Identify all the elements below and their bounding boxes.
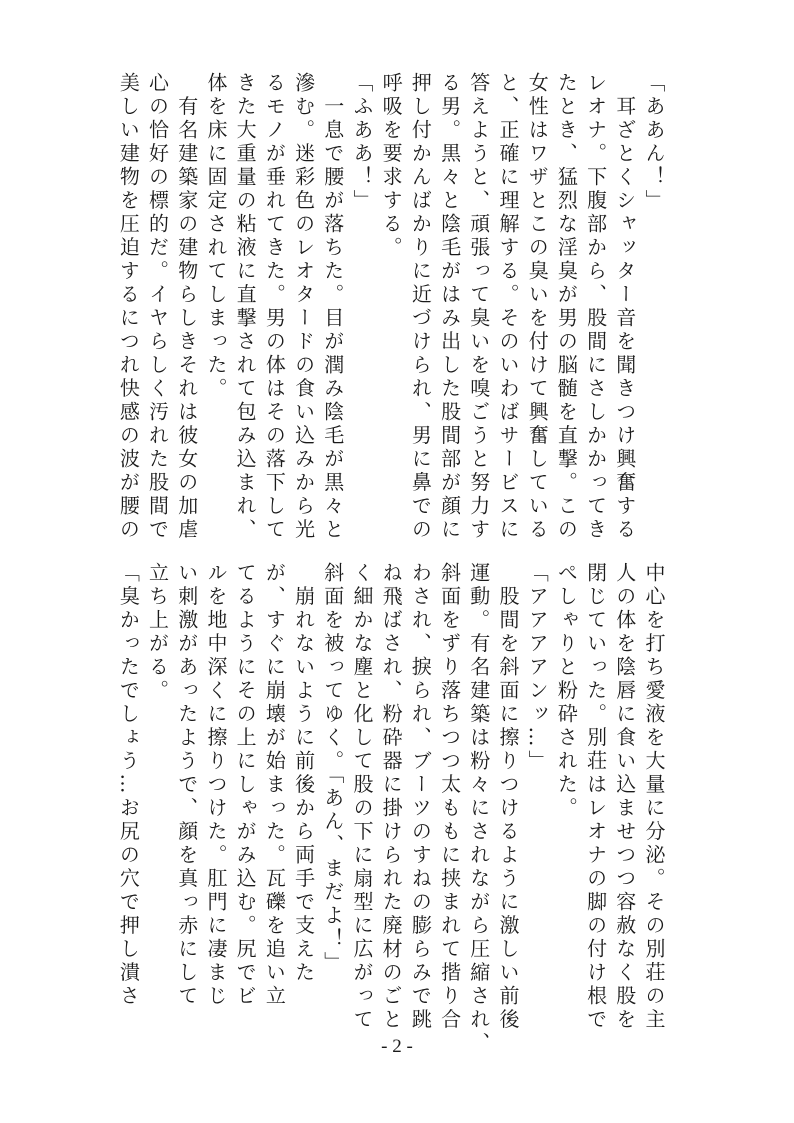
- text-line: 体を床に固定されてしまった。: [203, 72, 228, 401]
- text-line: 運動。有名建築は粉々にされながら圧縮され、: [466, 562, 491, 1056]
- text-line: 斜面を被ってゆく。「あん、まだよ！」: [320, 562, 345, 975]
- text-line: ルを地中深くに擦りつけた。肛門に凄まじ: [203, 562, 228, 1009]
- text-line: 斜面をずり落ちつつ太ももに挟まれて揩り合: [437, 562, 462, 1032]
- text-line: 人の体を陰唇に食い込ませつつ容赦なく股を: [612, 562, 637, 1032]
- text-line: 閉じていった。別荘はレオナの脚の付け根で: [583, 562, 608, 1032]
- text-line: わされ、捩られ、ブーツのすねの膨らみで跳: [408, 562, 433, 1032]
- text-line: と、正確に理解する。そのいわばサービスに: [495, 72, 520, 542]
- text-line: 美しい建物を圧迫するにつれ快感の波が腰の: [116, 72, 141, 542]
- text-line: 答えようと、頑張って臭いを嗅ごうと努力す: [466, 72, 491, 542]
- text-line: 一息で腰が落ちた。目が潤み陰毛が黒々と: [320, 72, 345, 542]
- text-line: 有名建築家の建物らしきそれは彼女の加虐: [174, 72, 199, 542]
- text-line: 「アアアアンッ…」: [525, 562, 550, 774]
- text-line: てるようにその上にしゃがみ込む。尻でビ: [233, 562, 258, 1009]
- text-line: 滲む。迷彩色のレオタードの食い込みから光: [291, 72, 316, 542]
- text-line: たとき、猛烈な淫臭が男の脳髄を直撃。この: [554, 72, 579, 542]
- text-line: ね飛ばされ、粉砕器に掛けられた廃材のごと: [379, 562, 404, 1032]
- text-line: 「ふああ！」: [349, 72, 374, 213]
- text-line: 呼吸を要求する。: [379, 72, 404, 260]
- text-line: ぺしゃりと粉砕された。: [554, 562, 579, 821]
- text-line: く細かな塵と化して股の下に扇型に広がって: [349, 562, 374, 1032]
- text-line: レオナ。下腹部から、股間にさしかかってき: [583, 72, 608, 542]
- text-line: 心の恰好の標的だ。イヤらしく汚れた股間で: [145, 72, 170, 542]
- text-line: 立ち上がる。: [145, 562, 170, 703]
- text-line: が、すぐに崩壊が始まった。瓦礫を追い立: [262, 562, 287, 1009]
- text-line: 押し付かんばかりに近づけられ、男に鼻での: [408, 72, 433, 542]
- text-line: る男。黒々と陰毛がはみ出した股間部が顔に: [437, 72, 462, 542]
- page-number: - 2 -: [381, 1036, 413, 1057]
- text-line: 崩れないように前後から両手で支えた: [291, 562, 316, 985]
- text-line: 耳ざとくシャッター音を聞きつけ興奮する: [612, 72, 637, 542]
- text-line: るモノが垂れてきた。男の体はその落下して: [262, 72, 287, 542]
- text-line: きた大重量の粘液に直撃されて包み込まれ、: [233, 72, 258, 542]
- bottom-text-block: [113, 562, 668, 1056]
- top-text-block: [113, 72, 668, 552]
- text-line: 「臭かったでしょう…お尻の穴で押し潰さ: [116, 562, 141, 1009]
- text-line: 中心を打ち愛液を大量に分泌。その別荘の主: [642, 562, 666, 1032]
- text-line: 股間を斜面に擦りつけるように激しい前後: [495, 562, 520, 1032]
- text-line: 「ああん！」: [642, 72, 666, 213]
- text-line: い刺激があったようで、顔を真っ赤にして: [174, 562, 199, 1009]
- text-line: 女性はワザとこの臭いを付けて興奮している: [525, 72, 550, 542]
